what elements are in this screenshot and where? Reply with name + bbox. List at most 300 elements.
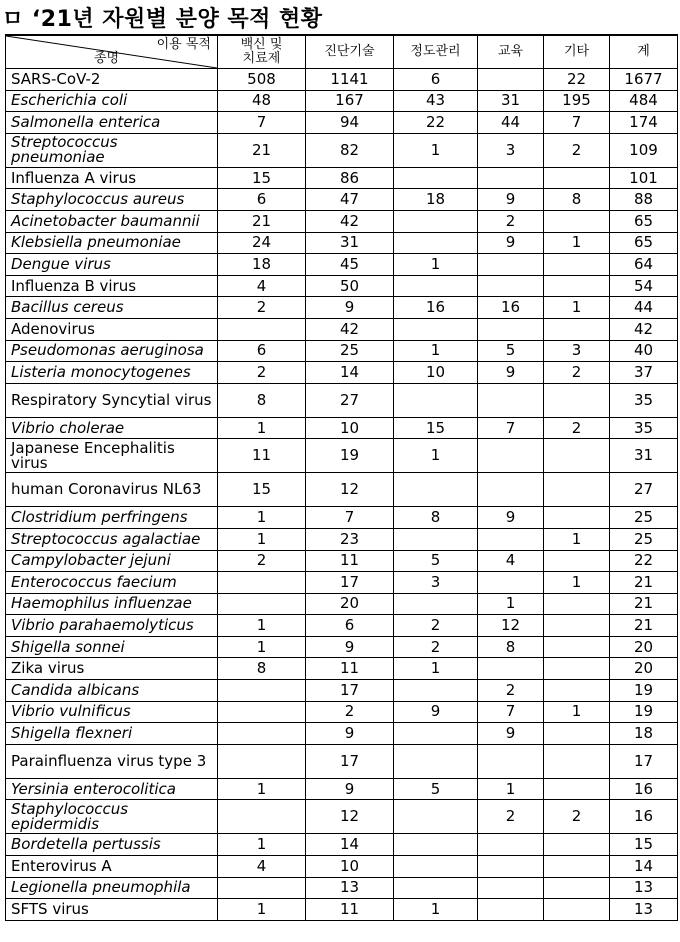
vaccine-count-cell: 1 <box>218 417 306 439</box>
total-count-cell: 22 <box>610 550 678 572</box>
species-name-cell: Streptococcus pneumoniae <box>6 133 218 167</box>
table-row <box>6 856 678 878</box>
education-count-cell: 5 <box>478 340 544 362</box>
table-row <box>6 680 678 702</box>
education-count-cell: 31 <box>478 90 544 112</box>
species-name-cell: Dengue virus <box>6 254 218 276</box>
species-name-cell: Acinetobacter baumannii <box>6 210 218 232</box>
quality-control-count-cell <box>394 210 478 232</box>
species-name-cell: Pseudomonas aeruginosa <box>6 340 218 362</box>
table-row <box>6 275 678 297</box>
total-count-cell: 37 <box>610 362 678 384</box>
other-count-cell: 3 <box>544 340 610 362</box>
species-name-cell: Bordetella pertussis <box>6 834 218 856</box>
diagnostics-count-cell: 25 <box>306 340 394 362</box>
vaccine-count-cell: 24 <box>218 232 306 254</box>
vaccine-count-cell: 21 <box>218 133 306 167</box>
education-count-cell <box>478 473 544 507</box>
education-count-cell <box>478 69 544 91</box>
vaccine-count-cell: 15 <box>218 167 306 189</box>
diagnostics-count-cell: 47 <box>306 189 394 211</box>
education-count-cell: 7 <box>478 701 544 723</box>
table-row <box>6 90 678 112</box>
table-row <box>6 417 678 439</box>
other-count-cell <box>544 275 610 297</box>
total-count-cell: 25 <box>610 528 678 550</box>
diagnostics-count-cell: 6 <box>306 615 394 637</box>
education-count-cell: 9 <box>478 507 544 529</box>
quality-control-count-cell: 2 <box>394 615 478 637</box>
table-row <box>6 834 678 856</box>
quality-control-count-cell: 5 <box>394 778 478 800</box>
species-name-cell: Enterovirus A <box>6 856 218 878</box>
table-row <box>6 615 678 637</box>
quality-control-count-cell: 2 <box>394 636 478 658</box>
quality-control-count-cell: 3 <box>394 572 478 594</box>
other-count-cell <box>544 658 610 680</box>
education-count-cell: 1 <box>478 778 544 800</box>
quality-control-count-cell <box>394 800 478 834</box>
other-count-cell <box>544 899 610 921</box>
table-row <box>6 383 678 417</box>
col-header-vaccine: 백신 및 치료제 <box>218 35 306 69</box>
vaccine-count-cell: 8 <box>218 658 306 680</box>
education-count-cell: 1 <box>478 593 544 615</box>
vaccine-count-cell: 1 <box>218 615 306 637</box>
species-name-cell: Japanese Encephalitis virus <box>6 439 218 473</box>
vaccine-count-cell: 1 <box>218 778 306 800</box>
table-row <box>6 701 678 723</box>
species-name-cell: Bacillus cereus <box>6 297 218 319</box>
total-count-cell: 13 <box>610 877 678 899</box>
other-count-cell: 1 <box>544 701 610 723</box>
quality-control-count-cell: 22 <box>394 112 478 134</box>
quality-control-count-cell <box>394 318 478 340</box>
total-count-cell: 16 <box>610 800 678 834</box>
education-count-cell: 2 <box>478 210 544 232</box>
total-count-cell: 65 <box>610 210 678 232</box>
other-count-cell <box>544 744 610 778</box>
purpose-header-label: 이용 목적 <box>156 37 211 52</box>
education-count-cell <box>478 439 544 473</box>
diagnostics-count-cell: 167 <box>306 90 394 112</box>
other-count-cell <box>544 636 610 658</box>
species-name-cell: Shigella flexneri <box>6 723 218 745</box>
species-name-cell: Parainfluenza virus type 3 <box>6 744 218 778</box>
species-name-cell: Listeria monocytogenes <box>6 362 218 384</box>
species-name-cell: Haemophilus influenzae <box>6 593 218 615</box>
vaccine-count-cell <box>218 800 306 834</box>
other-count-cell <box>544 167 610 189</box>
other-count-cell: 195 <box>544 90 610 112</box>
vaccine-count-cell: 2 <box>218 550 306 572</box>
other-count-cell <box>544 593 610 615</box>
table-row <box>6 473 678 507</box>
education-count-cell <box>478 658 544 680</box>
species-name-cell: Staphylococcus epidermidis <box>6 800 218 834</box>
col-header-total: 계 <box>610 35 678 69</box>
total-count-cell: 19 <box>610 701 678 723</box>
vaccine-count-cell: 4 <box>218 856 306 878</box>
vaccine-count-cell: 6 <box>218 189 306 211</box>
table-row <box>6 254 678 276</box>
total-count-cell: 40 <box>610 340 678 362</box>
education-count-cell <box>478 167 544 189</box>
quality-control-count-cell: 1 <box>394 254 478 276</box>
quality-control-count-cell: 18 <box>394 189 478 211</box>
species-name-cell: Yersinia enterocolitica <box>6 778 218 800</box>
other-count-cell: 1 <box>544 572 610 594</box>
education-count-cell <box>478 834 544 856</box>
other-count-cell <box>544 210 610 232</box>
vaccine-count-cell <box>218 701 306 723</box>
species-name-cell: Candida albicans <box>6 680 218 702</box>
species-name-cell: Staphylococcus aureus <box>6 189 218 211</box>
quality-control-count-cell: 8 <box>394 507 478 529</box>
species-name-cell: Legionella pneumophila <box>6 877 218 899</box>
table-row <box>6 318 678 340</box>
diagnostics-count-cell: 45 <box>306 254 394 276</box>
quality-control-count-cell <box>394 275 478 297</box>
diagnostics-count-cell: 14 <box>306 362 394 384</box>
quality-control-count-cell: 10 <box>394 362 478 384</box>
table-row <box>6 133 678 167</box>
total-count-cell: 21 <box>610 615 678 637</box>
total-count-cell: 1677 <box>610 69 678 91</box>
diagnostics-count-cell: 11 <box>306 658 394 680</box>
species-name-cell: Adenovirus <box>6 318 218 340</box>
col-header-quality-control: 정도관리 <box>394 35 478 69</box>
other-count-cell: 1 <box>544 297 610 319</box>
vaccine-count-cell: 1 <box>218 834 306 856</box>
total-count-cell: 20 <box>610 636 678 658</box>
diagnostics-count-cell: 50 <box>306 275 394 297</box>
quality-control-count-cell <box>394 473 478 507</box>
total-count-cell: 484 <box>610 90 678 112</box>
species-name-cell: Zika virus <box>6 658 218 680</box>
education-count-cell <box>478 528 544 550</box>
education-count-cell: 9 <box>478 723 544 745</box>
quality-control-count-cell <box>394 383 478 417</box>
species-name-cell: human Coronavirus NL63 <box>6 473 218 507</box>
education-count-cell: 3 <box>478 133 544 167</box>
diagnostics-count-cell: 12 <box>306 473 394 507</box>
table-row <box>6 210 678 232</box>
total-count-cell: 16 <box>610 778 678 800</box>
total-count-cell: 101 <box>610 167 678 189</box>
education-count-cell: 2 <box>478 800 544 834</box>
quality-control-count-cell <box>394 167 478 189</box>
table-row <box>6 744 678 778</box>
quality-control-count-cell: 1 <box>394 133 478 167</box>
quality-control-count-cell <box>394 593 478 615</box>
diagnostics-count-cell: 7 <box>306 507 394 529</box>
education-count-cell <box>478 275 544 297</box>
diagnostics-count-cell: 9 <box>306 723 394 745</box>
table-row <box>6 507 678 529</box>
education-count-cell: 9 <box>478 362 544 384</box>
other-count-cell: 22 <box>544 69 610 91</box>
diagnostics-count-cell: 17 <box>306 744 394 778</box>
other-count-cell <box>544 778 610 800</box>
total-count-cell: 35 <box>610 417 678 439</box>
vaccine-count-cell: 1 <box>218 528 306 550</box>
other-count-cell <box>544 318 610 340</box>
vaccine-count-cell <box>218 744 306 778</box>
total-count-cell: 88 <box>610 189 678 211</box>
table-row <box>6 167 678 189</box>
vaccine-count-cell <box>218 318 306 340</box>
vaccine-count-cell: 18 <box>218 254 306 276</box>
diagnostics-count-cell: 9 <box>306 778 394 800</box>
vaccine-count-cell: 1 <box>218 636 306 658</box>
header-row <box>6 35 678 69</box>
quality-control-count-cell: 1 <box>394 340 478 362</box>
diagnostics-count-cell: 20 <box>306 593 394 615</box>
quality-control-count-cell: 5 <box>394 550 478 572</box>
quality-control-count-cell: 43 <box>394 90 478 112</box>
header-corner-cell <box>6 35 218 69</box>
diagnostics-count-cell: 11 <box>306 899 394 921</box>
diagnostics-count-cell: 11 <box>306 550 394 572</box>
table-row <box>6 69 678 91</box>
species-name-cell: Clostridium perfringens <box>6 507 218 529</box>
diagnostics-count-cell: 1141 <box>306 69 394 91</box>
table-row <box>6 297 678 319</box>
diagnostics-count-cell: 2 <box>306 701 394 723</box>
species-name-cell: SARS-CoV-2 <box>6 69 218 91</box>
other-count-cell: 1 <box>544 232 610 254</box>
quality-control-count-cell: 1 <box>394 899 478 921</box>
other-count-cell <box>544 723 610 745</box>
species-name-cell: Shigella sonnei <box>6 636 218 658</box>
other-count-cell <box>544 507 610 529</box>
quality-control-count-cell: 6 <box>394 69 478 91</box>
species-header-label: 종명 <box>94 51 120 66</box>
other-count-cell <box>544 615 610 637</box>
table-row <box>6 899 678 921</box>
total-count-cell: 174 <box>610 112 678 134</box>
education-count-cell: 2 <box>478 680 544 702</box>
vaccine-count-cell <box>218 877 306 899</box>
other-count-cell: 2 <box>544 362 610 384</box>
education-count-cell <box>478 318 544 340</box>
col-header-other: 기타 <box>544 35 610 69</box>
diagnostics-count-cell: 9 <box>306 636 394 658</box>
other-count-cell <box>544 680 610 702</box>
vaccine-count-cell <box>218 572 306 594</box>
other-count-cell <box>544 550 610 572</box>
total-count-cell: 27 <box>610 473 678 507</box>
education-count-cell: 4 <box>478 550 544 572</box>
quality-control-count-cell <box>394 723 478 745</box>
species-name-cell: Vibrio parahaemolyticus <box>6 615 218 637</box>
total-count-cell: 20 <box>610 658 678 680</box>
table-row <box>6 112 678 134</box>
education-count-cell <box>478 254 544 276</box>
education-count-cell <box>478 744 544 778</box>
vaccine-count-cell: 2 <box>218 362 306 384</box>
diagnostics-count-cell: 17 <box>306 680 394 702</box>
vaccine-count-cell: 4 <box>218 275 306 297</box>
quality-control-count-cell: 16 <box>394 297 478 319</box>
table-row <box>6 877 678 899</box>
education-count-cell: 9 <box>478 189 544 211</box>
diagnostics-count-cell: 14 <box>306 834 394 856</box>
table-row <box>6 362 678 384</box>
vaccine-count-cell: 6 <box>218 340 306 362</box>
diagnostics-count-cell: 86 <box>306 167 394 189</box>
table-row <box>6 232 678 254</box>
species-name-cell: Streptococcus agalactiae <box>6 528 218 550</box>
total-count-cell: 21 <box>610 572 678 594</box>
total-count-cell: 65 <box>610 232 678 254</box>
diagnostics-count-cell: 10 <box>306 856 394 878</box>
species-name-cell: Respiratory Syncytial virus <box>6 383 218 417</box>
vaccine-count-cell: 8 <box>218 383 306 417</box>
total-count-cell: 19 <box>610 680 678 702</box>
other-count-cell: 8 <box>544 189 610 211</box>
other-count-cell: 2 <box>544 417 610 439</box>
col-header-diagnostics: 진단기술 <box>306 35 394 69</box>
quality-control-count-cell <box>394 856 478 878</box>
total-count-cell: 25 <box>610 507 678 529</box>
vaccine-count-cell: 2 <box>218 297 306 319</box>
diagnostics-count-cell: 9 <box>306 297 394 319</box>
total-count-cell: 18 <box>610 723 678 745</box>
species-name-cell: Klebsiella pneumoniae <box>6 232 218 254</box>
quality-control-count-cell <box>394 528 478 550</box>
education-count-cell: 44 <box>478 112 544 134</box>
diagnostics-count-cell: 10 <box>306 417 394 439</box>
total-count-cell: 54 <box>610 275 678 297</box>
other-count-cell: 7 <box>544 112 610 134</box>
diagnostics-count-cell: 31 <box>306 232 394 254</box>
total-count-cell: 31 <box>610 439 678 473</box>
page-title: ㅁ ‘21년 자원별 분양 목적 현황 <box>2 7 323 32</box>
education-count-cell <box>478 899 544 921</box>
vaccine-count-cell <box>218 593 306 615</box>
vaccine-count-cell: 1 <box>218 507 306 529</box>
other-count-cell: 1 <box>544 528 610 550</box>
species-name-cell: SFTS virus <box>6 899 218 921</box>
quality-control-count-cell: 1 <box>394 439 478 473</box>
total-count-cell: 109 <box>610 133 678 167</box>
total-count-cell: 21 <box>610 593 678 615</box>
diagnostics-count-cell: 12 <box>306 800 394 834</box>
education-count-cell <box>478 383 544 417</box>
other-count-cell <box>544 439 610 473</box>
table-body <box>6 69 678 921</box>
vaccine-count-cell: 15 <box>218 473 306 507</box>
other-count-cell <box>544 254 610 276</box>
total-count-cell: 44 <box>610 297 678 319</box>
education-count-cell <box>478 856 544 878</box>
diagnostics-count-cell: 94 <box>306 112 394 134</box>
diagnostics-count-cell: 23 <box>306 528 394 550</box>
species-name-cell: Influenza A virus <box>6 167 218 189</box>
species-name-cell: Influenza B virus <box>6 275 218 297</box>
other-count-cell <box>544 473 610 507</box>
quality-control-count-cell <box>394 232 478 254</box>
total-count-cell: 64 <box>610 254 678 276</box>
education-count-cell <box>478 572 544 594</box>
diagnostics-count-cell: 27 <box>306 383 394 417</box>
distribution-table <box>5 34 678 921</box>
quality-control-count-cell: 15 <box>394 417 478 439</box>
table-row <box>6 340 678 362</box>
quality-control-count-cell: 1 <box>394 658 478 680</box>
total-count-cell: 42 <box>610 318 678 340</box>
table-row <box>6 800 678 834</box>
vaccine-count-cell: 48 <box>218 90 306 112</box>
education-count-cell: 9 <box>478 232 544 254</box>
species-name-cell: Campylobacter jejuni <box>6 550 218 572</box>
diagnostics-count-cell: 13 <box>306 877 394 899</box>
other-count-cell <box>544 383 610 417</box>
table-row <box>6 528 678 550</box>
vaccine-count-cell <box>218 680 306 702</box>
species-name-cell: Enterococcus faecium <box>6 572 218 594</box>
diagnostics-count-cell: 42 <box>306 318 394 340</box>
species-name-cell: Salmonella enterica <box>6 112 218 134</box>
total-count-cell: 14 <box>610 856 678 878</box>
table-row <box>6 636 678 658</box>
vaccine-count-cell: 21 <box>218 210 306 232</box>
vaccine-count-cell: 1 <box>218 899 306 921</box>
quality-control-count-cell: 9 <box>394 701 478 723</box>
col-header-education: 교육 <box>478 35 544 69</box>
diagnostics-count-cell: 17 <box>306 572 394 594</box>
table-row <box>6 723 678 745</box>
diagnostics-count-cell: 19 <box>306 439 394 473</box>
table-row <box>6 550 678 572</box>
table-row <box>6 593 678 615</box>
vaccine-count-cell <box>218 723 306 745</box>
diagnostics-count-cell: 82 <box>306 133 394 167</box>
quality-control-count-cell <box>394 744 478 778</box>
vaccine-count-cell: 11 <box>218 439 306 473</box>
quality-control-count-cell <box>394 877 478 899</box>
total-count-cell: 15 <box>610 834 678 856</box>
education-count-cell: 8 <box>478 636 544 658</box>
other-count-cell: 2 <box>544 800 610 834</box>
table-row <box>6 572 678 594</box>
other-count-cell <box>544 834 610 856</box>
total-count-cell: 17 <box>610 744 678 778</box>
vaccine-count-cell: 7 <box>218 112 306 134</box>
other-count-cell <box>544 856 610 878</box>
species-name-cell: Vibrio vulnificus <box>6 701 218 723</box>
education-count-cell: 7 <box>478 417 544 439</box>
total-count-cell: 35 <box>610 383 678 417</box>
species-name-cell: Escherichia coli <box>6 90 218 112</box>
table-row <box>6 658 678 680</box>
vaccine-count-cell: 508 <box>218 69 306 91</box>
other-count-cell <box>544 877 610 899</box>
table-row <box>6 189 678 211</box>
other-count-cell: 2 <box>544 133 610 167</box>
total-count-cell: 13 <box>610 899 678 921</box>
species-name-cell: Vibrio cholerae <box>6 417 218 439</box>
education-count-cell: 12 <box>478 615 544 637</box>
quality-control-count-cell <box>394 680 478 702</box>
table-row <box>6 439 678 473</box>
diagnostics-count-cell: 42 <box>306 210 394 232</box>
quality-control-count-cell <box>394 834 478 856</box>
education-count-cell <box>478 877 544 899</box>
education-count-cell: 16 <box>478 297 544 319</box>
